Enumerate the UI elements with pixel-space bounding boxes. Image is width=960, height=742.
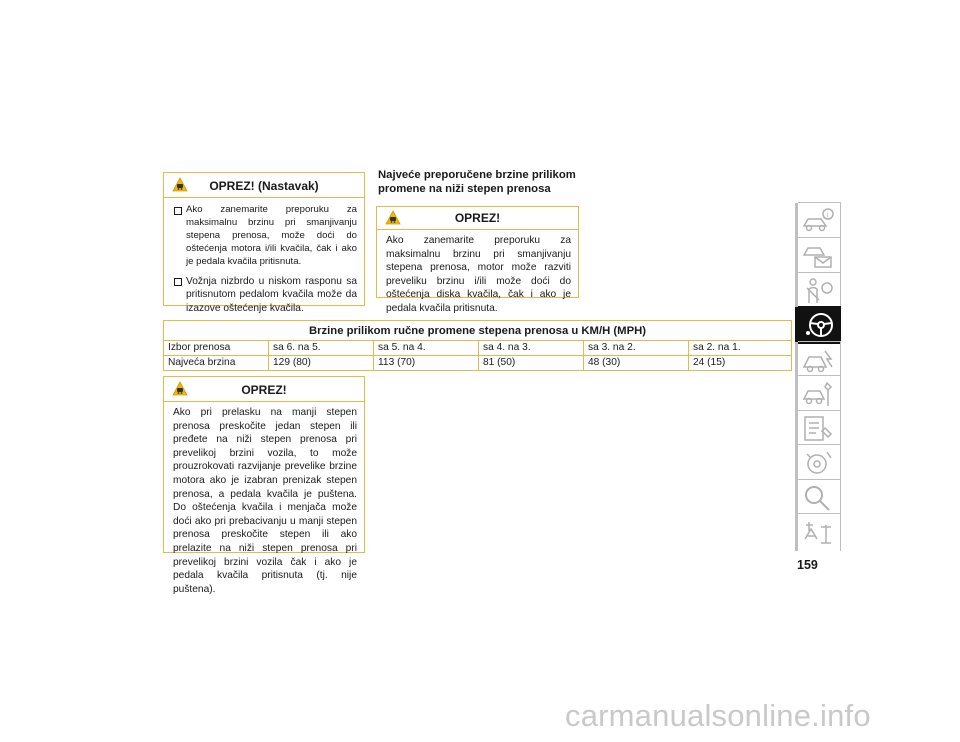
caution-right-title: OPREZ! (454, 211, 501, 225)
multimedia-icon (801, 448, 835, 478)
nav-tab-maintenance[interactable] (795, 410, 841, 448)
search-index-icon (801, 483, 835, 513)
table-cell: sa 2. na 1. (689, 341, 792, 356)
svg-text:i: i (826, 212, 829, 219)
nav-tab-service[interactable] (795, 375, 841, 413)
table-cell: Izbor prenosa (164, 341, 269, 356)
table-cell: Najveća brzina (164, 356, 269, 371)
table-cell: sa 3. na 2. (584, 341, 689, 356)
checkbox-bullet-icon (174, 278, 182, 286)
nav-tab-index[interactable] (795, 479, 841, 517)
table-cell: sa 4. na 3. (479, 341, 584, 356)
caution-bottom-text: Ako pri prelasku na manji stepen prenosa preskočite jedan stepen ili pređete na niži stepen prenosa pri prevelikoj brzini vozila, to može prouzrokovati razvijanje prevelike brzine motora ako je izabran prenizak stepen prenosa, a pedala kvačila je puštena. Do oštećenja kvačila i menjača može doći ako pri prebacivanju u manji stepen prenosa preskočite stepen ili ako prelazite na niži stepen prenosa pri prevelikoj brzini vozila čak i ako je pedala kvačila pritisnuta (tj. nije puštena). (173, 407, 357, 595)
maintenance-list-icon (801, 414, 835, 444)
table-title: Brzine prilikom ručne promene stepena prenosa u KM/H (MPH) (164, 321, 792, 341)
car-crash-icon (801, 345, 835, 375)
caution-continued-box (163, 172, 365, 314)
nav-tab-multimedia[interactable] (795, 444, 841, 482)
caution-bottom-title: OPREZ! (241, 383, 287, 397)
table-cell: 48 (30) (584, 356, 689, 371)
table-row (164, 356, 792, 371)
nav-tab-language[interactable] (795, 513, 841, 551)
nav-tab-driving[interactable] (795, 306, 841, 344)
caution-continued-title: OPREZ! (Nastavak) (209, 179, 319, 193)
nav-tab-safety[interactable] (795, 272, 841, 310)
table-cell: sa 5. na 4. (374, 341, 479, 356)
checkbox-bullet-icon (174, 207, 182, 215)
list-item: Ako zanemarite preporuku za maksimalnu brzinu pri smanjivanju stepena prenosa, može doći do oštećenja motora i/ili kvačila, čak i ako je pedala kvačila pritisnuta. (173, 204, 357, 269)
steering-wheel-icon (801, 310, 835, 340)
table-cell: sa 6. na 5. (269, 341, 374, 356)
car-service-icon (801, 379, 835, 409)
caution-bottom-box (163, 376, 365, 595)
warning-triangle-icon (172, 177, 188, 192)
nav-tab-messages[interactable] (795, 237, 841, 275)
language-icon (801, 517, 835, 547)
speed-table (163, 320, 792, 371)
nav-tab-emergency[interactable] (795, 341, 841, 379)
caution-right-box (376, 206, 579, 314)
warning-triangle-icon (172, 381, 188, 396)
page-number: 159 (797, 558, 818, 572)
section-heading: Najveće preporučene brzine prilikom promene na niži stepen prenosa (378, 169, 576, 195)
car-info-icon (801, 206, 835, 236)
table-cell: 81 (50) (479, 356, 584, 371)
table-cell: 129 (80) (269, 356, 374, 371)
warning-triangle-icon (385, 210, 401, 225)
caution-right-text: Ako zanemarite preporuku za maksimalnu brzinu pri smanjivanju stepena prenosa, motor može razviti preveliku brzinu i/ili može doći do oštećenja diska kvačila, čak i ako je pedala kvačila pritisnuta. (386, 235, 571, 314)
watermark: carmanualsonline.info (565, 698, 871, 733)
list-item: Vožnja nizbrdo u niskom rasponu sa pritisnutom pedalom kvačila može da izazove oštećenje kvačila. (173, 275, 357, 316)
table-row (164, 341, 792, 356)
nav-tab-vehicle-info[interactable] (795, 202, 841, 240)
table-cell: 24 (15) (689, 356, 792, 371)
car-message-icon (801, 241, 835, 271)
table-cell: 113 (70) (374, 356, 479, 371)
seatbelt-airbag-icon (801, 276, 835, 306)
